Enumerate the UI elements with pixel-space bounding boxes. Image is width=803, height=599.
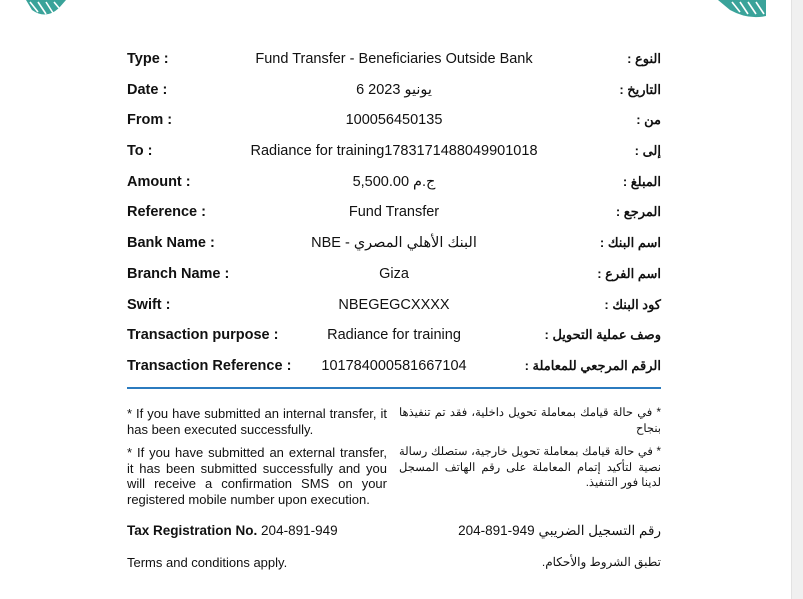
- to-label-en: To :: [127, 143, 153, 160]
- date-label-en: Date :: [127, 81, 168, 98]
- to-label-ar: إلى :: [634, 143, 661, 159]
- bank-name-value: NBE - البنك الأهلي المصري: [311, 235, 477, 252]
- detail-row-date: [127, 76, 661, 107]
- corner-decoration-right: [718, 0, 768, 18]
- to-value: Radiance for training1783171488049901018: [250, 143, 538, 160]
- terms-ar: تطبق الشروط والأحكام.: [541, 555, 661, 569]
- type-label-en: Type :: [127, 51, 169, 67]
- transaction-purpose-value: Radiance for training: [327, 327, 461, 344]
- transaction-purpose-label-ar: وصف عملية التحويل :: [544, 327, 661, 343]
- branch-name-value: Giza: [379, 265, 409, 282]
- detail-row-branch-name: [127, 260, 661, 291]
- branch-name-label-ar: اسم الفرع :: [597, 265, 661, 281]
- transaction-reference-label-en: Transaction Reference :: [127, 357, 292, 374]
- bank-name-label-en: Bank Name :: [127, 235, 215, 252]
- tax-registration-label: Tax Registration No.: [127, 523, 258, 538]
- swift-value: NBEGEGCXXXX: [338, 296, 450, 313]
- external-transfer-note-en: * If you have submitted an external transfer, it has been submitted successfully and you will receive a confirmation SMS on your registered mobile number upon execution.: [127, 445, 387, 507]
- section-divider: [127, 387, 661, 389]
- reference-value: Fund Transfer: [348, 204, 440, 221]
- from-value: 100056450135: [345, 112, 443, 129]
- internal-transfer-note-en: * If you have submitted an internal transfer, it has been executed successfully.: [127, 406, 387, 437]
- corner-decoration-left: [26, 0, 66, 16]
- tax-registration-en: [127, 523, 338, 538]
- internal-transfer-note-ar: * في حالة قيامك بمعاملة تحويل داخلية، فقد تم تنفيذها بنجاح: [399, 407, 661, 435]
- detail-row-from: [127, 106, 661, 137]
- type-label-ar: النوع :: [627, 51, 661, 66]
- from-label-ar: من :: [636, 112, 661, 128]
- detail-row-reference: [127, 198, 661, 229]
- tax-registration-ar: رقم التسجيل الضريبي 949-891-204: [458, 523, 661, 538]
- from-label-en: From :: [127, 112, 173, 129]
- detail-row-to: [127, 137, 661, 168]
- amount-label-en: Amount :: [127, 173, 191, 190]
- amount-label-ar: المبلغ :: [622, 173, 661, 189]
- detail-row-swift: [127, 291, 661, 322]
- date-value: 6 يونيو 2023: [356, 81, 432, 98]
- detail-row-bank-name: [127, 229, 661, 260]
- amount-value: 5,500.00 ج.م: [352, 173, 436, 190]
- type-value: Fund Transfer - Beneficiaries Outside Bank: [255, 51, 533, 67]
- tax-registration-number: 204-891-949: [261, 523, 338, 538]
- scrollbar[interactable]: [791, 0, 803, 599]
- external-transfer-note-ar: * في حالة قيامك بمعاملة تحويل خارجية، ستصلك رسالة نصية لتأكيد إتمام المعاملة على رقم الهاتف المسجل لدينا فور التنفيذ.: [399, 446, 661, 489]
- bank-name-label-ar: اسم البنك :: [599, 235, 661, 251]
- detail-row-transaction-purpose: [127, 321, 661, 352]
- transaction-purpose-label-en: Transaction purpose :: [127, 327, 279, 344]
- branch-name-label-en: Branch Name :: [127, 265, 230, 282]
- swift-label-ar: كود البنك :: [604, 296, 661, 312]
- receipt-details: [127, 45, 661, 383]
- transaction-reference-value: 101784000581667104: [321, 357, 467, 374]
- reference-label-en: Reference :: [127, 204, 206, 221]
- detail-row-type: [127, 45, 661, 76]
- swift-label-en: Swift :: [127, 296, 171, 313]
- date-label-ar: التاريخ :: [619, 81, 661, 97]
- transaction-reference-label-ar: الرقم المرجعي للمعاملة :: [524, 357, 661, 373]
- detail-row-amount: [127, 168, 661, 199]
- terms-en: Terms and conditions apply.: [127, 555, 288, 570]
- detail-row-transaction-reference: [127, 352, 661, 383]
- reference-label-ar: المرجع :: [615, 204, 661, 220]
